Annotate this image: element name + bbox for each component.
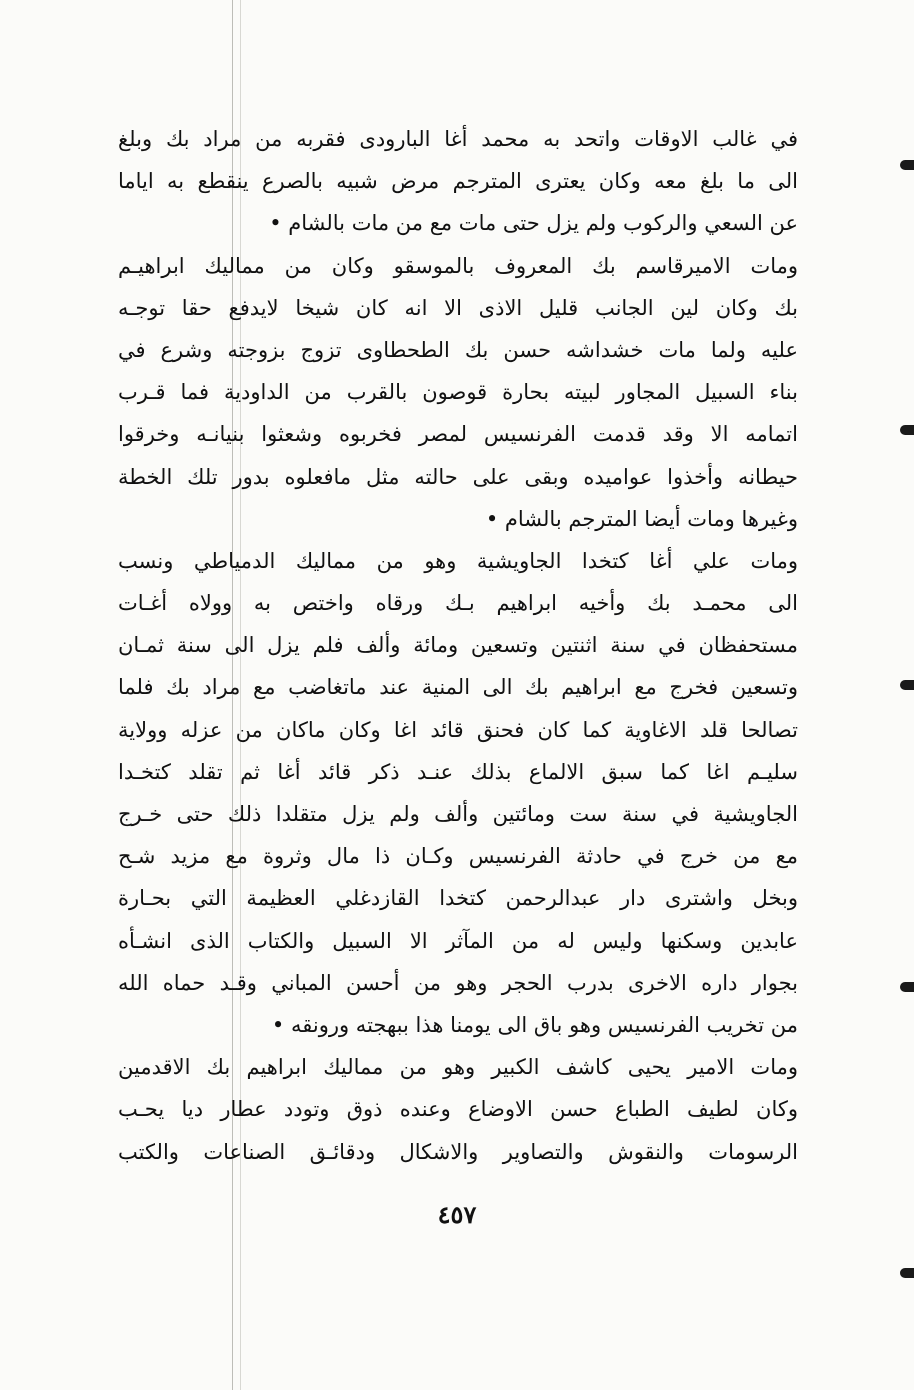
text-line: بناء السبيل المجاور لبيته بحارة قوصون بالقرب من الداودية فما قـرب [118, 380, 798, 405]
text-line: حيطانه وأخذوا عواميده وبقى على حالته مثل مافعلوه بدور تلك الخطة [118, 464, 798, 489]
text-line: اتمامه الا وقد قدمت الفرنسيس لمصر فخربوه وشعثوا بنيانـه وخرقوا [118, 422, 798, 447]
text-line: بجوار داره الاخرى بدرب الحجر وهو من أحسن المباني وقـد حماه الله [118, 970, 798, 995]
text-line: تصالحا قلد الاغاوية كما كان فحنق قائد اغا وكان ماكان من عزله وولاية [118, 717, 798, 742]
text-line: في غالب الاوقات واتحد به محمد أغا البارودى فقربه من مراد بك وبلغ [118, 127, 798, 151]
text-line: ومات الاميرقاسم بك المعروف بالموسقو وكان من مماليك ابراهيـم [118, 253, 798, 278]
text-line: وغيرها ومات أيضا المترجم بالشام • [485, 506, 798, 531]
text-line: الرسومات والنقوش والتصاوير والاشكال ودقائـق الصناعات والكتب [118, 1139, 798, 1164]
edge-mark [900, 680, 914, 690]
text-line: بك وكان لين الجانب قليل الاذى الا انه كان شيخا لايدفع حقا توجـه [118, 295, 798, 320]
text-line: ومات الامير يحيى كاشف الكبير وهو من مماليك ابراهيم بك الاقدمين [118, 1055, 798, 1080]
text-line: عن السعي والركوب ولم يزل حتى مات مع من مات بالشام • [269, 211, 798, 236]
page-number: ٤٥٧ [437, 1200, 477, 1229]
text-line: من تخريب الفرنسيس وهو باق الى يومنا هذا ببهجته ورونقه • [271, 1012, 798, 1037]
text-line: ومات علي أغا كتخدا الجاويشية وهو من مماليك الدمياطي ونسب [118, 548, 798, 573]
edge-mark [900, 1268, 914, 1278]
text-line: الى ما بلغ معه وكان يعترى المترجم مرض شبيه بالصرع ينقطع به اياما [118, 169, 798, 194]
text-line: وتسعين فخرج مع ابراهيم بك الى المنية عند ماتغاضب مع مراد بك فلما [118, 675, 798, 700]
edge-mark [900, 425, 914, 435]
text-line: عليه ولما مات خشداشه حسن بك الطحطاوى تزوج بزوجته وشرع في [118, 337, 798, 362]
edge-mark [900, 982, 914, 992]
text-line: وكان لطيف الطباع حسن الاوضاع وعنده ذوق وتودد عطار ديا يحـب [118, 1097, 798, 1122]
text-line: عابدين وسكنها وليس له من المآثر الا السبيل والكتاب الذى انشـأه [118, 928, 798, 953]
text-line: مع من خرج في حادثة الفرنسيس وكـان ذا مال وثروة مع مزيد شـح [118, 844, 798, 869]
edge-mark [900, 160, 914, 170]
text-line: وبخل واشترى دار عبدالرحمن كتخدا القازدغلي العظيمة التي بحـارة [118, 886, 798, 911]
text-line: مستحفظان في سنة اثنتين وتسعين ومائة وألف فلم يزل الى سنة ثمـان [118, 633, 798, 658]
text-line: سليـم اغا كما سبق الالماع بذلك عنـد ذكر قائد أغا ثم تقلد كتخـدا [118, 759, 798, 784]
text-line: الجاويشية في سنة ست ومائتين وألف ولم يزل متقلدا ذلك حتى خـرج [118, 802, 798, 826]
text-line: الى محمـد بك وأخيه ابراهيم بـك ورقاه واختص به وولاه أغـات [118, 591, 798, 616]
body-text [118, 118, 798, 1173]
